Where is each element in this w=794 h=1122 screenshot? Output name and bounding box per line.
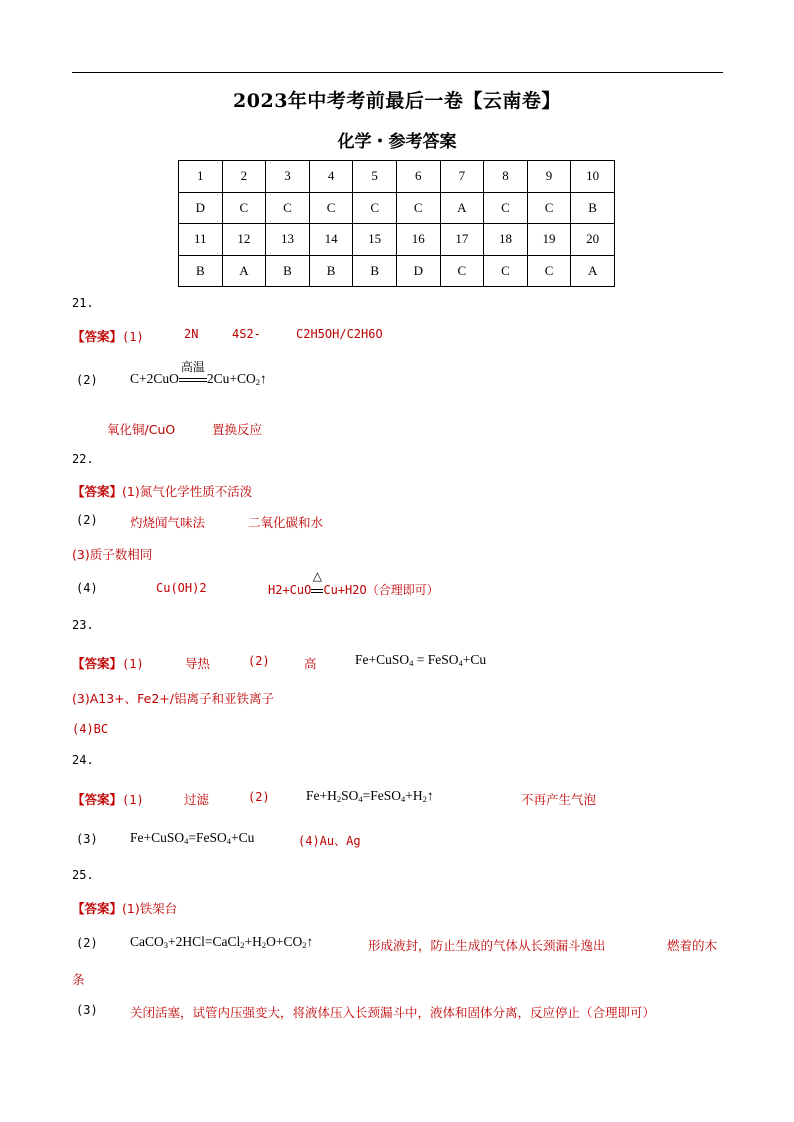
header-rule <box>72 72 723 73</box>
q23-equation <box>355 652 486 668</box>
q21-part-1-label: (1) <box>122 330 144 344</box>
table-cell: 13 <box>266 224 310 256</box>
q25-answer-burning-stick-cont: 条 <box>72 972 85 987</box>
gas-arrow: ↑ <box>426 788 434 803</box>
q25-eq-part: +H <box>244 934 262 949</box>
table-cell: C <box>353 192 397 224</box>
table-cell: C <box>527 255 571 287</box>
table-cell: 20 <box>571 224 615 256</box>
table-cell: 7 <box>440 161 484 193</box>
table-cell: 4 <box>309 161 353 193</box>
q24-part-2-label: (2) <box>248 790 270 804</box>
q23-part-1-label: (1) <box>122 657 144 671</box>
table-cell: B <box>309 255 353 287</box>
q25-eq-part: +2HCl=CaCl <box>168 934 241 949</box>
gas-arrow: ↑ <box>260 371 267 386</box>
q24-part-4: (4)Au、Ag <box>298 834 361 848</box>
page-subtitle: 化学・参考答案 <box>337 132 457 152</box>
q24-eq-part: Fe+H <box>306 788 337 803</box>
q21-part-2-label: (2) <box>76 373 98 387</box>
q22-answer-line-1 <box>72 482 252 500</box>
q23-answer-conduct-heat: 导热 <box>185 656 211 671</box>
q23-part-2-label: (2) <box>248 654 270 668</box>
heat-triangle-icon: △ <box>312 569 322 583</box>
q24-eq-sub: 4 <box>358 794 363 804</box>
q25-equation <box>130 934 313 950</box>
question-number-25: 25. <box>72 868 94 882</box>
table-cell: B <box>353 255 397 287</box>
q21-eq-condition-text: 高温 <box>180 360 205 374</box>
q24-eq2-part: =FeSO <box>188 830 227 845</box>
q25-part-1: (1)铁架台 <box>122 901 178 916</box>
q24-eq-part: SO <box>341 788 359 803</box>
q22-eq-condition <box>311 569 323 597</box>
q24-answer-no-bubbles: 不再产生气泡 <box>521 792 597 807</box>
q23-answer-high: 高 <box>304 656 317 671</box>
page-title: 2023年中考考前最后一卷【云南卷】 <box>233 90 561 112</box>
q23-eq-part: +Cu <box>462 652 487 667</box>
table-cell: C <box>527 192 571 224</box>
q23-part-4: (4)BC <box>72 722 109 736</box>
q25-part-3-answer: 关闭活塞，试管内压强变大，将液体压入长颈漏斗中，液体和固体分离，反应停止（合理即可） <box>130 1005 656 1020</box>
q25-answer-line-1 <box>72 899 177 917</box>
q22-part-4-label: (4) <box>76 581 98 595</box>
table-cell: A <box>440 192 484 224</box>
q24-equation-2 <box>130 830 254 846</box>
q25-eq-part: CaCO <box>130 934 164 949</box>
table-cell: 18 <box>484 224 528 256</box>
q23-eq-part: Fe+CuSO <box>355 652 410 667</box>
table-cell: 14 <box>309 224 353 256</box>
q25-eq-sub: 3 <box>163 940 168 950</box>
q25-eq-sub: 2 <box>302 940 307 950</box>
q24-eq-part: +H <box>405 788 423 803</box>
q22-eq-left: H2+CuO <box>268 583 312 597</box>
q21-equation <box>130 360 267 387</box>
table-cell: 10 <box>571 161 615 193</box>
q24-eq-part: =FeSO <box>362 788 402 803</box>
question-number-24: 24. <box>72 753 94 767</box>
table-cell: 17 <box>440 224 484 256</box>
table-cell: C <box>484 192 528 224</box>
table-cell: 9 <box>527 161 571 193</box>
table-cell: 3 <box>266 161 310 193</box>
table-cell: 16 <box>396 224 440 256</box>
table-cell: C <box>222 192 266 224</box>
q21-answer-4s2: 4S2- <box>232 327 261 341</box>
q24-eq2-part: +Cu <box>231 830 255 845</box>
table-cell: C <box>440 255 484 287</box>
table-cell: 19 <box>527 224 571 256</box>
q24-part-1-label: (1) <box>122 793 144 807</box>
q22-equation <box>268 569 439 598</box>
q24-eq-sub: 2 <box>336 794 342 804</box>
table-cell: C <box>309 192 353 224</box>
answer-tag: 【答案】 <box>72 656 123 671</box>
table-cell: D <box>396 255 440 287</box>
answer-tag: 【答案】 <box>72 329 123 344</box>
q23-answer-line-1 <box>72 654 144 672</box>
q22-answer-cuoh2: Cu(OH)2 <box>156 581 207 595</box>
table-cell: 6 <box>396 161 440 193</box>
q21-eq-right: 2Cu+CO <box>206 371 256 386</box>
table-cell: A <box>222 255 266 287</box>
table-row-question-numbers <box>179 161 615 193</box>
q23-eq-part: = FeSO <box>413 652 459 667</box>
table-row-answers <box>179 192 615 224</box>
q24-eq2-sub: 4 <box>184 836 189 846</box>
table-cell: C <box>484 255 528 287</box>
q25-eq-sub: 2 <box>261 940 267 950</box>
table-cell: D <box>179 192 223 224</box>
q21-answer-line-1 <box>72 327 144 345</box>
q22-eq-right: Cu+H2O（合理即可） <box>323 583 439 597</box>
q25-eq-part: O+CO <box>266 934 303 949</box>
answer-table <box>178 160 615 287</box>
table-cell: C <box>266 192 310 224</box>
table-cell: 2 <box>222 161 266 193</box>
q21-eq-sub: 2 <box>255 377 260 387</box>
q22-part-1: (1)氮气化学性质不活泼 <box>122 484 253 499</box>
q23-part-3: (3)A13+、Fe2+/铝离子和亚铁离子 <box>72 691 274 706</box>
q22-answer-products: 二氧化碳和水 <box>248 515 324 530</box>
q24-equation <box>306 788 434 804</box>
q25-part-2-label: (2) <box>76 936 98 950</box>
q23-eq-sub: 4 <box>458 658 463 668</box>
table-cell: 12 <box>222 224 266 256</box>
q25-eq-sub: 2 <box>240 940 245 950</box>
q21-answer-cuo: 氧化铜/CuO <box>107 422 176 437</box>
table-cell: 1 <box>179 161 223 193</box>
table-cell: B <box>266 255 310 287</box>
q21-answer-2n: 2N <box>184 327 199 341</box>
table-cell: A <box>571 255 615 287</box>
q21-answer-ethanol: C2H5OH/C2H6O <box>296 327 383 341</box>
table-cell: 15 <box>353 224 397 256</box>
q23-eq-sub: 4 <box>409 658 414 668</box>
table-cell: B <box>571 192 615 224</box>
table-cell: 11 <box>179 224 223 256</box>
table-row-question-numbers <box>179 224 615 256</box>
q24-part-3-label: (3) <box>76 832 98 846</box>
q25-answer-liquid-seal: 形成液封，防止生成的气体从长颈漏斗逸出 <box>368 938 606 953</box>
gas-arrow: ↑ <box>306 934 314 949</box>
q24-eq-sub: 4 <box>401 794 406 804</box>
question-number-23: 23. <box>72 618 94 632</box>
table-row-answers <box>179 255 615 287</box>
question-number-22: 22. <box>72 452 94 466</box>
q21-eq-left: C+2CuO <box>130 371 179 386</box>
q21-answer-reaction-type: 置换反应 <box>212 422 263 437</box>
table-cell: C <box>396 192 440 224</box>
q22-part-3: (3)质子数相同 <box>72 547 153 562</box>
answer-tag: 【答案】 <box>72 792 123 807</box>
q24-eq2-part: Fe+CuSO <box>130 830 185 845</box>
q22-answer-method: 灼烧闻气味法 <box>130 515 206 530</box>
table-cell: B <box>179 255 223 287</box>
q25-part-3-label: (3) <box>76 1003 98 1017</box>
question-number-21: 21. <box>72 296 94 310</box>
answer-tag: 【答案】 <box>72 484 123 499</box>
answer-tag: 【答案】 <box>72 901 123 916</box>
q24-answer-line-1 <box>72 790 144 808</box>
table-cell: 5 <box>353 161 397 193</box>
q22-part-2-label: (2) <box>76 513 98 527</box>
table-cell: 8 <box>484 161 528 193</box>
q21-eq-condition <box>179 360 207 387</box>
q24-eq2-sub: 4 <box>226 836 232 846</box>
q24-answer-filtration: 过滤 <box>184 792 210 807</box>
q24-eq-sub: 2 <box>422 794 427 804</box>
q25-answer-burning-stick: 燃着的木 <box>667 938 718 953</box>
